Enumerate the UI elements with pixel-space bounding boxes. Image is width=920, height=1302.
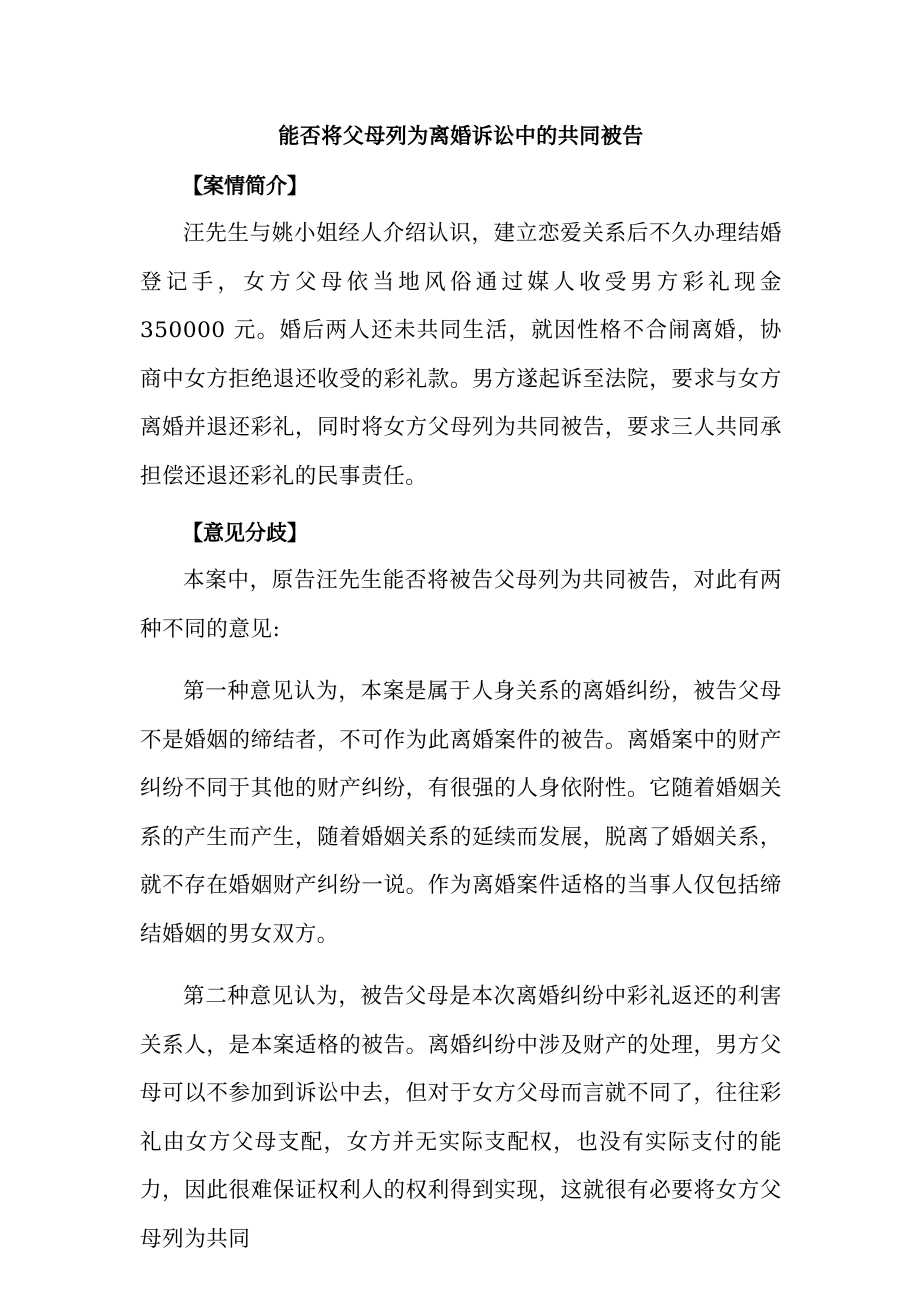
first-opinion-paragraph: 第一种意见认为，本案是属于人身关系的离婚纠纷，被告父母不是婚姻的缔结者，不可作为此离婚案件的被告。离婚案中的财产纠纷不同于其他的财产纠纷，有很强的人身依附性。它随着婚姻关系的产生而产生，随着婚姻关系的延续而发展，脱离了婚姻关系，就不存在婚姻财产纠纷一说。作为离婚案件适格的当事人仅包括缔结婚姻的男女双方。 — [140, 679, 782, 947]
section-heading-opinion-divergence: 【意见分歧】 — [182, 520, 308, 545]
second-opinion-paragraph: 第二种意见认为，被告父母是本次离婚纠纷中彩礼返还的利害关系人，是本案适格的被告。离婚纠纷中涉及财产的处理，男方父母可以不参加到诉讼中去，但对于女方父母而言就不同了，往往彩礼由女方父母支配，女方并无实际支配权，也没有实际支付的能力，因此很难保证权利人的权利得到实现，这就很有必要将女方父母列为共同 — [140, 984, 782, 1252]
opinion-intro-paragraph: 本案中，原告汪先生能否将被告父母列为共同被告，对此有两种不同的意见: — [140, 568, 782, 642]
document-body — [140, 118, 782, 1264]
section-heading-case-summary: 【案情简介】 — [182, 173, 308, 198]
case-summary-paragraph: 汪先生与姚小姐经人介绍认识，建立恋爱关系后不久办理结婚登记手，女方父母依当地风俗通过媒人收受男方彩礼现金 350000 元。婚后两人还未共同生活，就因性格不合闹离婚，协商中女方拒绝退还收受的彩礼款。男方遂起诉至法院，要求与女方离婚并退还彩礼，同时将女方父母列为共同被告，要求三人共同承担偿还退还彩礼的民事责任。 — [140, 221, 782, 489]
document-title: 能否将父母列为离婚诉讼中的共同被告 — [278, 123, 644, 148]
